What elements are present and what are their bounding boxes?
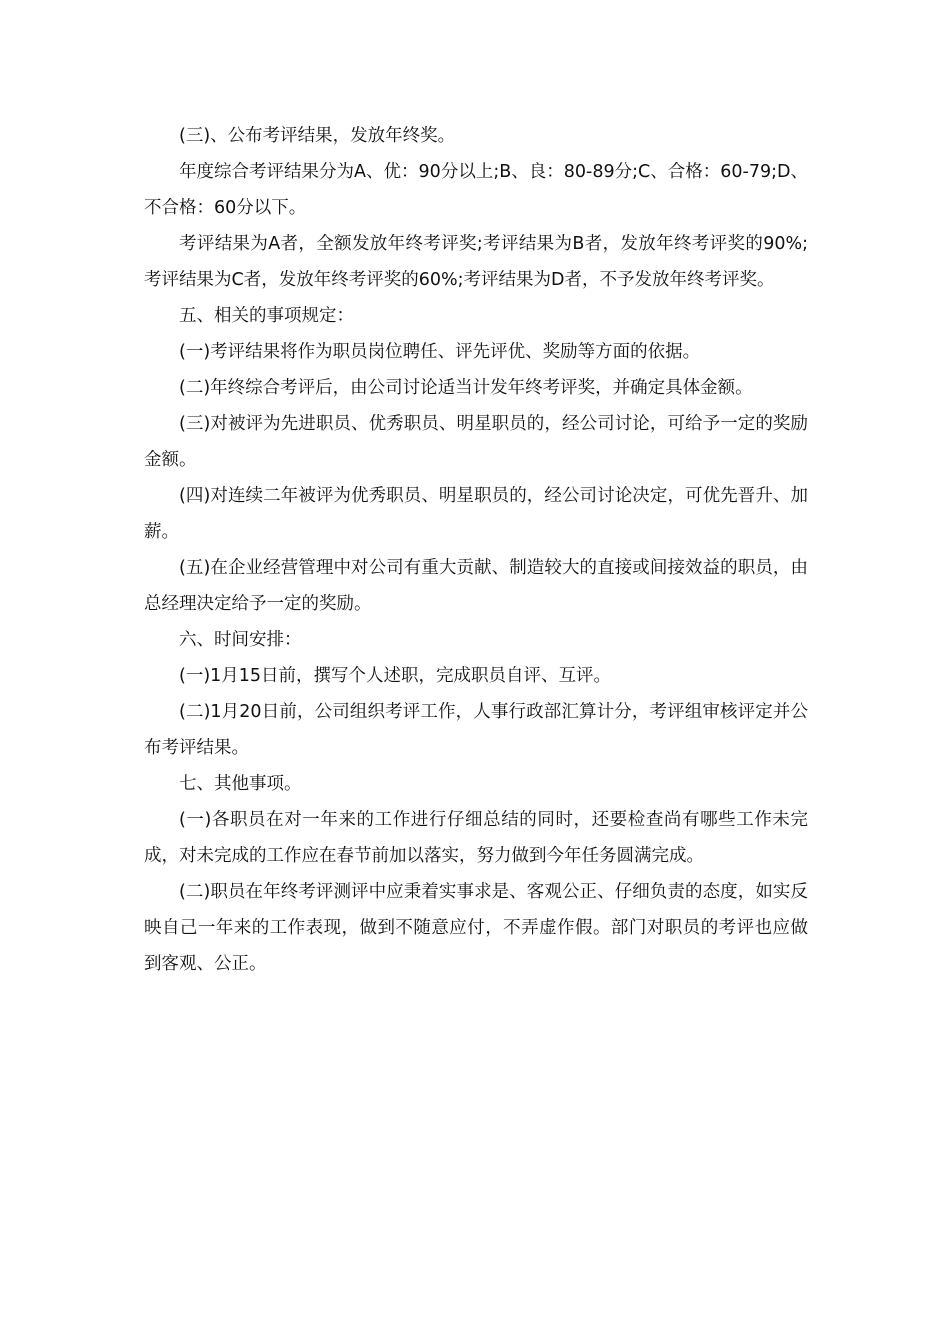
- section-heading-6: 六、时间安排：: [179, 630, 302, 650]
- paragraph-7-1: (一)各职员在对一年来的工作进行仔细总结的同时，还要检查尚有哪些工作未完成，对未完成的工作应在春节前加以落实，努力做到今年任务圆满完成。: [144, 810, 808, 866]
- paragraph-6-1: (一)1月15日前，撰写个人述职，完成职员自评、互评。: [179, 666, 612, 686]
- paragraph-6-2: (二)1月20日前，公司组织考评工作，人事行政部汇算计分，考评组审核评定并公布考评结果。: [144, 702, 808, 758]
- paragraph-5-2: (二)年终综合考评后，由公司讨论适当计发年终考评奖，并确定具体金额。: [179, 378, 753, 398]
- paragraph-grade-levels: 年度综合考评结果分为A、优：90分以上;B、良：80-89分;C、合格：60-79;D、不合格：60分以下。: [144, 162, 808, 218]
- paragraph-5-3: (三)对被评为先进职员、优秀职员、明星职员的，经公司讨论，可给予一定的奖励金额。: [144, 414, 808, 470]
- section-heading-7: 七、其他事项。: [179, 774, 302, 794]
- paragraph-7-2: (二)职员在年终考评测评中应秉着实事求是、客观公正、仔细负责的态度，如实反映自己一年来的工作表现，做到不随意应付，不弄虚作假。部门对职员的考评也应做到客观、公正。: [144, 882, 808, 974]
- section-heading-5: 五、相关的事项规定：: [179, 306, 354, 326]
- paragraph-5-5: (五)在企业经营管理中对公司有重大贡献、制造较大的直接或间接效益的职员，由总经理决定给予一定的奖励。: [144, 558, 808, 614]
- paragraph-section-3-heading: (三)、公布考评结果，发放年终奖。: [179, 126, 456, 146]
- paragraph-5-4: (四)对连续二年被评为优秀职员、明星职员的，经公司讨论决定，可优先晋升、加薪。: [144, 486, 808, 542]
- paragraph-5-1: (一)考评结果将作为职员岗位聘任、评先评优、奖励等方面的依据。: [179, 342, 701, 362]
- document-body: [144, 118, 808, 982]
- paragraph-bonus-rules: 考评结果为A者，全额发放年终考评奖;考评结果为B者，发放年终考评奖的90%;考评结果为C者，发放年终考评奖的60%;考评结果为D者，不予发放年终考评奖。: [144, 234, 808, 290]
